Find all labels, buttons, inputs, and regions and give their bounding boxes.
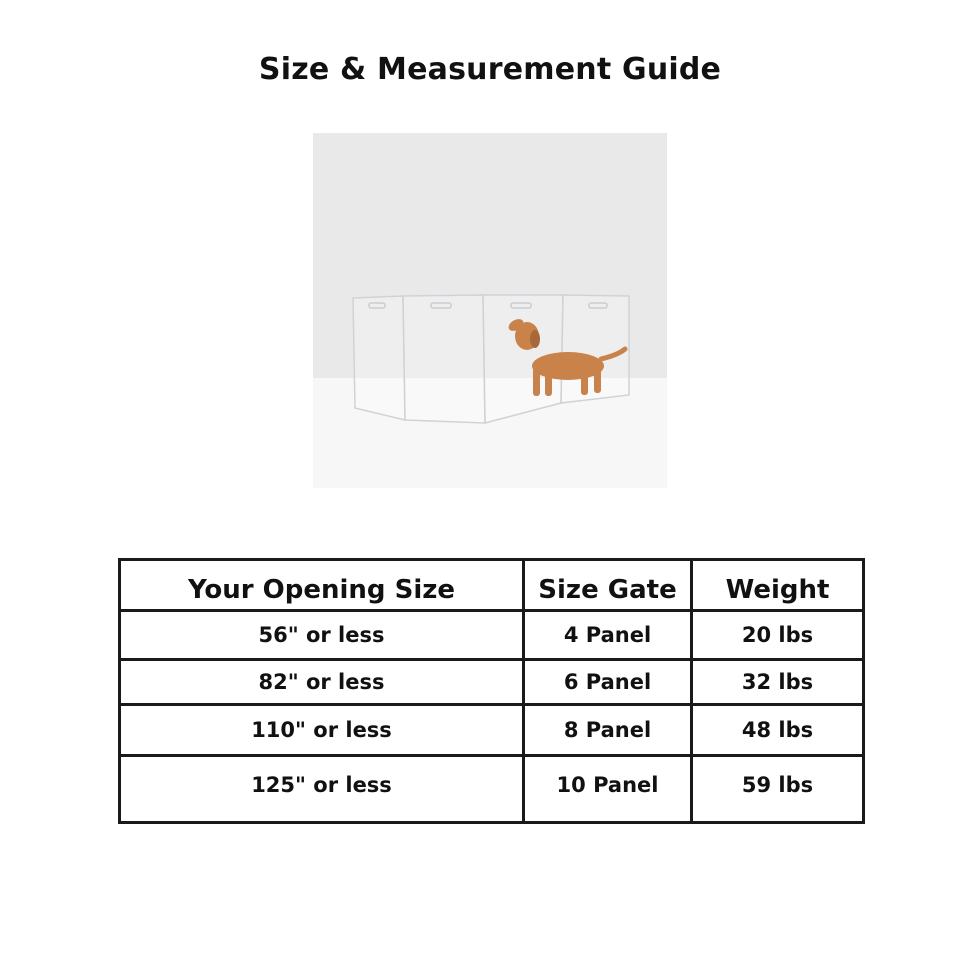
table-row — [120, 611, 864, 660]
header-opening-size: Your Opening Size — [120, 560, 524, 611]
cell-weight: 20 lbs — [692, 611, 864, 660]
product-photo — [313, 133, 667, 488]
table-header-row — [120, 560, 864, 611]
cell-weight: 48 lbs — [692, 705, 864, 756]
header-size-gate: Size Gate — [524, 560, 692, 611]
cell-size-gate: 10 Panel — [524, 756, 692, 823]
table-row — [120, 756, 864, 823]
cell-size-gate: 8 Panel — [524, 705, 692, 756]
cell-size-gate: 4 Panel — [524, 611, 692, 660]
cell-size-gate: 6 Panel — [524, 660, 692, 705]
page-title: Size & Measurement Guide — [258, 52, 722, 87]
cell-opening-size: 110" or less — [120, 705, 524, 756]
size-guide-table — [118, 558, 865, 824]
size-guide-table-wrap — [118, 558, 862, 824]
cell-opening-size: 56" or less — [120, 611, 524, 660]
gate-dog-illustration — [313, 133, 667, 488]
cell-opening-size: 82" or less — [120, 660, 524, 705]
cell-weight: 59 lbs — [692, 756, 864, 823]
cell-opening-size: 125" or less — [120, 756, 524, 823]
cell-weight: 32 lbs — [692, 660, 864, 705]
gate-panel — [353, 296, 405, 420]
table-row — [120, 705, 864, 756]
header-weight: Weight — [692, 560, 864, 611]
table-row — [120, 660, 864, 705]
gate-panel — [403, 295, 485, 423]
